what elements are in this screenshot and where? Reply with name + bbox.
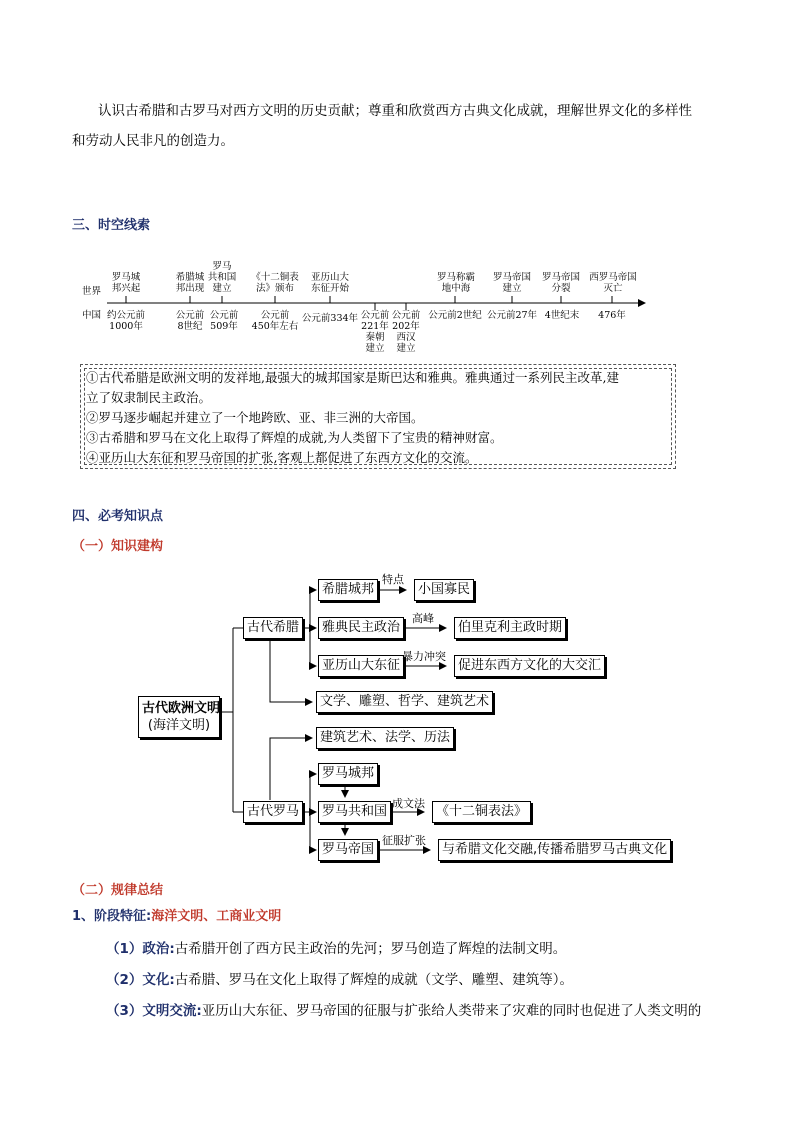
tl-event-twelve-tables: 《十二铜表 法》颁布 (251, 272, 299, 294)
point-exchange-text: 亚历山大东征、罗马帝国的征服与扩张给人类带来了灾难的同时也促进了人类文明的 (201, 1003, 702, 1019)
node-small-state: 小国寡民 (414, 579, 474, 601)
tl-date-9: 公元前27年 (486, 310, 538, 321)
tl-date-6: 公元前 221年 秦朝 建立 (360, 310, 390, 354)
tl-event-empire-split: 罗马帝国 分裂 (541, 272, 580, 294)
node-alexander-expedition: 亚历山大东征 (318, 655, 404, 677)
timeline-row-china: 中国 (82, 310, 102, 321)
timeline-row-world: 世界 (82, 286, 102, 297)
mindmap-root-title: 古代欧洲文明 (142, 701, 221, 716)
tl-event-roman-republic: 罗马 共和国 建立 (207, 261, 237, 294)
tl-event-alexander: 亚历山大 东征开始 (310, 272, 349, 294)
node-ancient-greece: 古代希腊 (243, 617, 303, 639)
rule-1-value: 海洋文明、工商业文明 (151, 909, 282, 924)
section-3-title: 三、时空线索 (72, 218, 151, 233)
tl-date-8: 公元前2世纪 (428, 310, 482, 321)
edge-label-feature: 特点 (382, 573, 404, 586)
node-ancient-rome: 古代罗马 (243, 801, 303, 823)
subsection-2-title: （二）规律总结 (72, 883, 164, 898)
tl-date-11: 476年 (598, 310, 626, 321)
node-roman-culture: 建筑艺术、法学、历法 (316, 727, 454, 749)
node-roman-republic: 罗马共和国 (318, 801, 391, 823)
rule-1-label: 1、阶段特征: (72, 909, 152, 924)
mindmap-root-subtitle: (海洋文明) (147, 718, 211, 733)
tl-date-10: 4世纪末 (544, 310, 580, 321)
tl-date-5: 公元前334年 (301, 313, 359, 324)
tl-date-7: 公元前 202年 西汉 建立 (391, 310, 421, 354)
point-exchange-label: （3）文明交流: (106, 1003, 202, 1019)
edge-label-conquest: 征服扩张 (382, 834, 426, 847)
summary-line-2: 立了奴隶制民主政治。 (86, 390, 212, 405)
node-greek-culture: 文学、雕塑、哲学、建筑艺术 (316, 691, 493, 713)
point-culture (106, 970, 573, 990)
node-greco-roman-culture: 与希腊文化交融,传播希腊罗马古典文化 (438, 839, 671, 861)
node-cultural-exchange: 促进东西方文化的大交汇 (454, 655, 605, 677)
tl-date-4: 公元前 450年左右 (251, 310, 299, 332)
point-politics-label: （1）政治: (106, 941, 175, 957)
tl-event-western-fall: 西罗马帝国 灭亡 (589, 272, 637, 294)
tl-event-rome-cities: 罗马城 邦兴起 (111, 272, 141, 294)
summary-line-3: ②罗马逐步崛起并建立了一个地跨欧、亚、非三洲的大帝国。 (86, 410, 424, 425)
node-roman-empire: 罗马帝国 (318, 839, 378, 861)
summary-line-4: ③古希腊和罗马在文化上取得了辉煌的成就,为人类留下了宝贵的精神财富。 (86, 430, 503, 445)
mindmap-root (138, 696, 220, 738)
point-politics-text: 古希腊开创了西方民主政治的先河；罗马创造了辉煌的法制文明。 (174, 941, 567, 957)
intro-line-2: 和劳动人民非凡的创造力。 (72, 133, 234, 149)
intro-line-1: 认识古希腊和古罗马对西方文明的历史贡献；尊重和欣赏西方古典文化成就，理解世界文化的多样性 (98, 103, 692, 119)
edge-label-peak: 高峰 (412, 612, 434, 625)
node-athenian-democracy: 雅典民主政治 (318, 617, 404, 639)
tl-date-1: 约公元前 1000年 (106, 310, 145, 332)
point-exchange (106, 1001, 701, 1021)
node-roman-city-state: 罗马城邦 (318, 763, 378, 785)
rule-1 (72, 907, 281, 927)
point-culture-label: （2）文化: (106, 972, 175, 988)
point-politics (106, 939, 566, 959)
tl-event-roman-empire: 罗马帝国 建立 (492, 272, 531, 294)
edge-label-violent-conflict: 暴力冲突 (402, 650, 446, 663)
node-pericles: 伯里克利主政时期 (454, 617, 566, 639)
node-greek-city-states: 希腊城邦 (318, 579, 378, 601)
tl-date-2: 公元前 8世纪 (175, 310, 205, 332)
node-twelve-tables: 《十二铜表法》 (432, 801, 531, 823)
summary-line-1: ①古代希腊是欧洲文明的发祥地,最强大的城邦国家是斯巴达和雅典。雅典通过一系列民主改革,建 (86, 370, 619, 385)
tl-event-greek-cities: 希腊城 邦出现 (175, 272, 205, 294)
point-culture-text: 古希腊、罗马在文化上取得了辉煌的成就（文学、雕塑、建筑等）。 (174, 972, 574, 988)
tl-event-mediterranean: 罗马称霸 地中海 (436, 272, 475, 294)
subsection-1-title: （一）知识建构 (72, 539, 164, 554)
edge-label-written-law: 成文法 (392, 797, 425, 810)
section-4-title: 四、必考知识点 (72, 509, 164, 524)
summary-line-5: ④亚历山大东征和罗马帝国的扩张,客观上都促进了东西方文化的交流。 (86, 450, 478, 465)
tl-date-3: 公元前 509年 (209, 310, 239, 332)
